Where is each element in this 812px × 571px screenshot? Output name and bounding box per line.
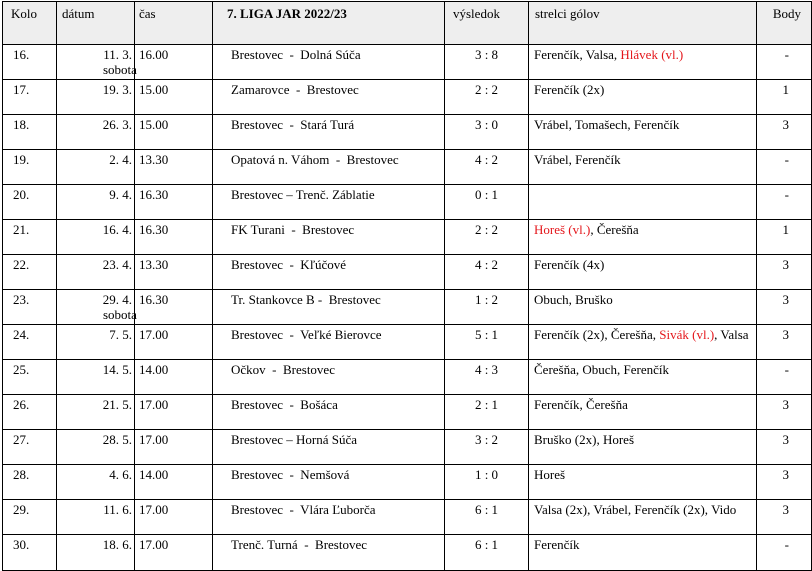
cell-points: 3 [757, 430, 812, 465]
cell-kolo: 24. [3, 325, 57, 360]
date-text: 14. 5. [102, 362, 132, 377]
cell-datum [57, 465, 135, 500]
scorer-text: Obuch, Bruško [534, 292, 613, 307]
header-kolo: Kolo [3, 2, 57, 45]
cell-score: 1 : 2 [445, 290, 529, 325]
cell-datum [57, 255, 135, 290]
date-text: 26. 3. [102, 117, 132, 132]
own-goal-scorer: Hlávek (vl.) [620, 47, 684, 62]
cell-match: Trenč. Turná - Brestovec [213, 535, 445, 571]
scorer-text: Ferenčík (4x) [534, 257, 605, 272]
header-row [3, 2, 812, 45]
cell-match: Brestovec – Trenč. Záblatie [213, 185, 445, 220]
scorer-text: , Valsa [714, 327, 749, 342]
table-row [3, 255, 812, 290]
cell-cas: 17.00 [135, 500, 213, 535]
cell-points: 3 [757, 465, 812, 500]
cell-points: - [757, 185, 812, 220]
date-text: 9. 4. [109, 187, 132, 202]
cell-scorers [529, 430, 757, 465]
scorer-text: Valsa (2x), Vrábel, Ferenčík (2x), Vido [534, 502, 737, 517]
date-text: 11. 6. [103, 502, 132, 517]
cell-cas: 16.30 [135, 185, 213, 220]
cell-datum [57, 45, 135, 80]
scorer-text: Čerešňa, Obuch, Ferenčík [534, 362, 670, 377]
scorer-text: Ferenčík, Čerešňa [534, 397, 628, 412]
own-goal-scorer: Sivák (vl.) [659, 327, 715, 342]
cell-match: Brestovec – Horná Súča [213, 430, 445, 465]
date-text: 7. 5. [109, 327, 132, 342]
cell-kolo: 26. [3, 395, 57, 430]
cell-datum [57, 220, 135, 255]
table-row [3, 325, 812, 360]
cell-match: Očkov - Brestovec [213, 360, 445, 395]
cell-score: 3 : 0 [445, 115, 529, 150]
cell-kolo: 19. [3, 150, 57, 185]
cell-match: Brestovec - Bošáca [213, 395, 445, 430]
day-name: sobota [103, 307, 137, 322]
date-text: 29. 4. [102, 292, 132, 307]
cell-score: 3 : 8 [445, 45, 529, 80]
header-body: Body [757, 2, 812, 45]
cell-score: 2 : 2 [445, 80, 529, 115]
cell-scorers [529, 185, 757, 220]
cell-scorers [529, 535, 757, 571]
cell-scorers [529, 45, 757, 80]
cell-scorers [529, 255, 757, 290]
date-text: 19. 3. [102, 82, 132, 97]
header-league-title: 7. LIGA JAR 2022/23 [213, 2, 445, 45]
cell-cas: 16.30 [135, 290, 213, 325]
cell-kolo: 27. [3, 430, 57, 465]
cell-points: 3 [757, 325, 812, 360]
cell-cas: 15.00 [135, 80, 213, 115]
cell-scorers [529, 290, 757, 325]
cell-cas: 14.00 [135, 360, 213, 395]
table-row [3, 535, 812, 571]
cell-scorers [529, 360, 757, 395]
cell-score: 6 : 1 [445, 535, 529, 571]
cell-match: Brestovec - Stará Turá [213, 115, 445, 150]
cell-datum [57, 115, 135, 150]
league-schedule-table [2, 1, 812, 571]
cell-datum [57, 395, 135, 430]
cell-match: Zamarovce - Brestovec [213, 80, 445, 115]
table-row [3, 220, 812, 255]
cell-score: 4 : 2 [445, 255, 529, 290]
cell-score: 3 : 2 [445, 430, 529, 465]
cell-scorers [529, 80, 757, 115]
scorer-text: Ferenčík, Valsa, [534, 47, 621, 62]
cell-kolo: 28. [3, 465, 57, 500]
cell-score: 1 : 0 [445, 465, 529, 500]
table-row [3, 290, 812, 325]
cell-match: Brestovec - Kľúčové [213, 255, 445, 290]
cell-cas: 13.30 [135, 150, 213, 185]
cell-points: 1 [757, 220, 812, 255]
cell-points: 3 [757, 115, 812, 150]
cell-points: - [757, 45, 812, 80]
scorer-text: Bruško (2x), Horeš [534, 432, 635, 447]
cell-points: 3 [757, 395, 812, 430]
cell-scorers [529, 465, 757, 500]
cell-scorers [529, 500, 757, 535]
cell-cas: 13.30 [135, 255, 213, 290]
cell-match: Brestovec - Veľké Bierovce [213, 325, 445, 360]
table-row [3, 185, 812, 220]
cell-match: Brestovec - Nemšová [213, 465, 445, 500]
cell-points: 3 [757, 500, 812, 535]
scorer-text: Ferenčík (2x), Čerešňa, [534, 327, 660, 342]
cell-kolo: 23. [3, 290, 57, 325]
cell-points: - [757, 360, 812, 395]
cell-kolo: 25. [3, 360, 57, 395]
cell-score: 4 : 2 [445, 150, 529, 185]
table-row [3, 500, 812, 535]
cell-points: - [757, 535, 812, 571]
cell-kolo: 22. [3, 255, 57, 290]
cell-datum [57, 500, 135, 535]
header-vysledok: výsledok [445, 2, 529, 45]
cell-cas: 16.30 [135, 220, 213, 255]
cell-kolo: 30. [3, 535, 57, 571]
cell-points: - [757, 150, 812, 185]
cell-kolo: 21. [3, 220, 57, 255]
table-row [3, 360, 812, 395]
cell-datum [57, 430, 135, 465]
scorer-text: Vrábel, Tomašech, Ferenčík [534, 117, 680, 132]
cell-scorers [529, 325, 757, 360]
cell-cas: 17.00 [135, 325, 213, 360]
scorer-text: , Čerešňa [590, 222, 639, 237]
cell-cas: 15.00 [135, 115, 213, 150]
cell-scorers [529, 115, 757, 150]
cell-kolo: 17. [3, 80, 57, 115]
cell-points: 3 [757, 255, 812, 290]
cell-datum [57, 535, 135, 571]
cell-datum [57, 80, 135, 115]
table-row [3, 430, 812, 465]
cell-score: 0 : 1 [445, 185, 529, 220]
scorer-text: Horeš [534, 467, 566, 482]
date-text: 2. 4. [109, 152, 132, 167]
cell-score: 4 : 3 [445, 360, 529, 395]
table-row [3, 465, 812, 500]
cell-datum [57, 360, 135, 395]
date-text: 23. 4. [102, 257, 132, 272]
header-cas: čas [135, 2, 213, 45]
scorer-text: Vrábel, Ferenčík [534, 152, 621, 167]
date-text: 4. 6. [109, 467, 132, 482]
date-text: 16. 4. [102, 222, 132, 237]
header-strelci: strelci gólov [529, 2, 757, 45]
table-row [3, 395, 812, 430]
cell-match: Tr. Stankovce B - Brestovec [213, 290, 445, 325]
date-text: 21. 5. [102, 397, 132, 412]
cell-points: 1 [757, 80, 812, 115]
cell-score: 2 : 1 [445, 395, 529, 430]
cell-datum [57, 290, 135, 325]
cell-points: 3 [757, 290, 812, 325]
cell-cas: 17.00 [135, 430, 213, 465]
date-text: 28. 5. [102, 432, 132, 447]
cell-kolo: 29. [3, 500, 57, 535]
date-text: 18. 6. [102, 537, 132, 552]
cell-kolo: 16. [3, 45, 57, 80]
cell-score: 2 : 2 [445, 220, 529, 255]
cell-match: Brestovec - Dolná Súča [213, 45, 445, 80]
cell-score: 6 : 1 [445, 500, 529, 535]
table-row [3, 115, 812, 150]
table-row [3, 45, 812, 80]
cell-match: Brestovec - Vlára Ľuborča [213, 500, 445, 535]
scorer-text: Ferenčík [534, 537, 580, 552]
cell-cas: 17.00 [135, 535, 213, 571]
header-datum: dátum [57, 2, 135, 45]
cell-cas: 14.00 [135, 465, 213, 500]
cell-match: FK Turani - Brestovec [213, 220, 445, 255]
cell-match: Opatová n. Váhom - Brestovec [213, 150, 445, 185]
cell-scorers [529, 150, 757, 185]
own-goal-scorer: Horeš (vl.) [534, 222, 591, 237]
date-text: 11. 3. [103, 47, 132, 62]
cell-scorers [529, 395, 757, 430]
cell-datum [57, 185, 135, 220]
cell-datum [57, 325, 135, 360]
table-row [3, 150, 812, 185]
cell-scorers [529, 220, 757, 255]
scorer-text: Ferenčík (2x) [534, 82, 605, 97]
table-row [3, 80, 812, 115]
cell-kolo: 20. [3, 185, 57, 220]
cell-cas: 17.00 [135, 395, 213, 430]
cell-datum [57, 150, 135, 185]
cell-score: 5 : 1 [445, 325, 529, 360]
cell-kolo: 18. [3, 115, 57, 150]
day-name: sobota [103, 62, 137, 77]
cell-cas: 16.00 [135, 45, 213, 80]
